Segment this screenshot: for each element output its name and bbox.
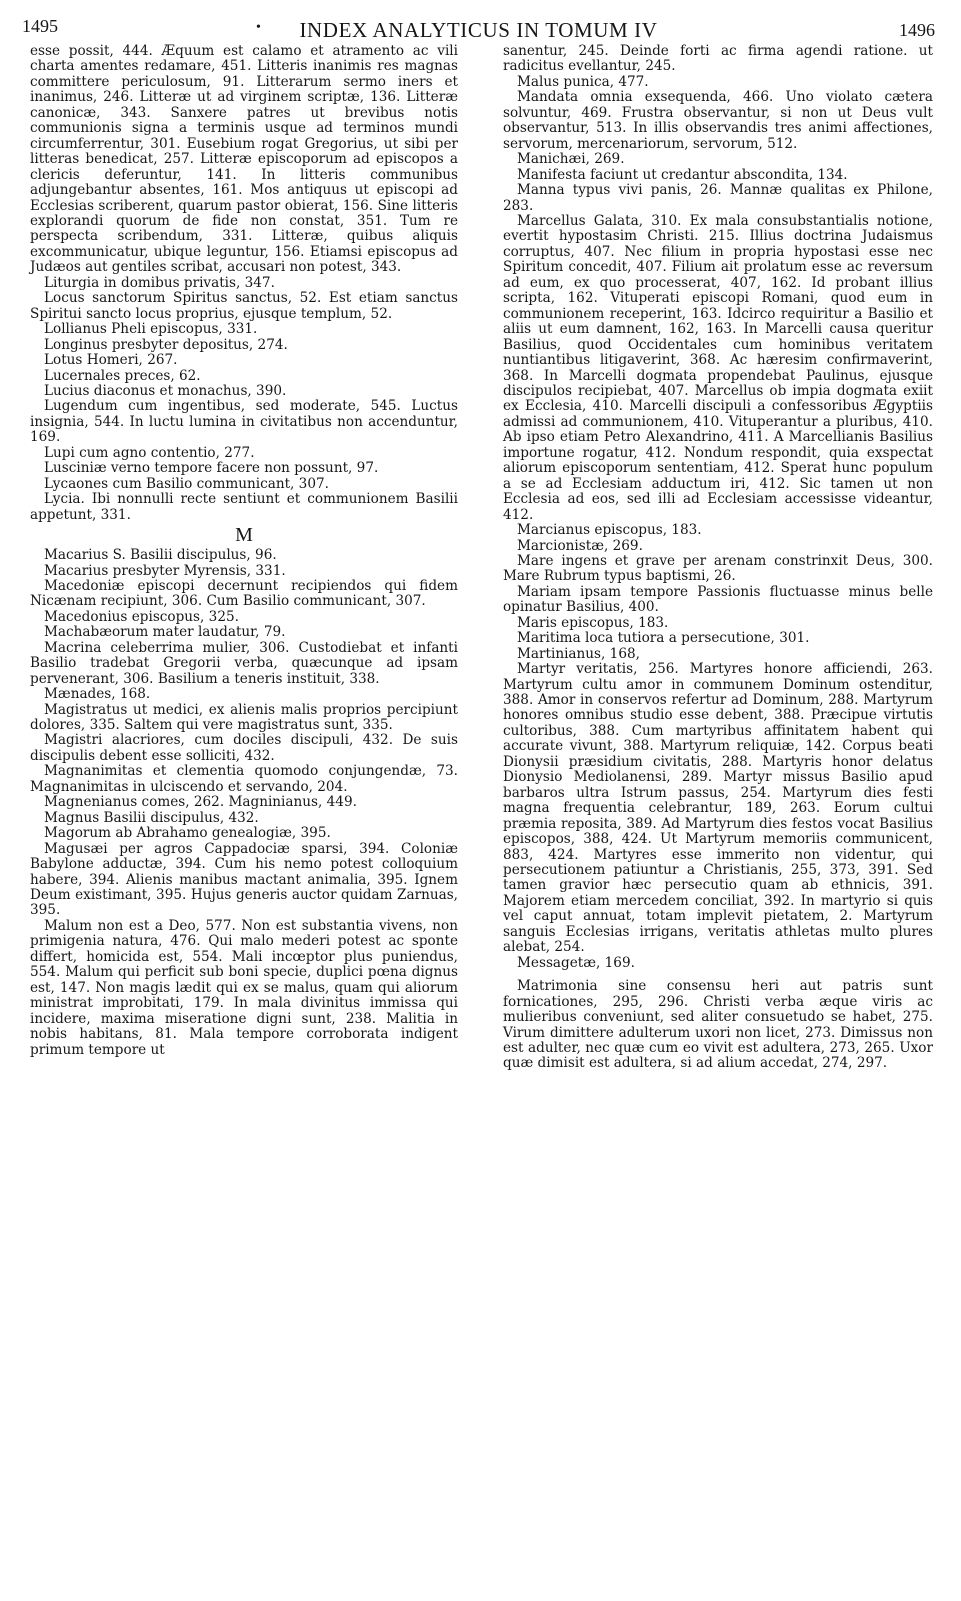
index-entry: Macedonius episcopus, 325. (44, 608, 239, 625)
index-entry: Malus punica, 477. (517, 73, 649, 90)
index-entry: Lucius diaconus et monachus, 390. (44, 382, 287, 399)
index-entry: Mandata omnia exsequenda, 466. Uno violato cætera solvuntur, 469. Frustra observantur, si non ut Deus vult observantur, 513. In illis observandis tres animi affectiones, servorum, mercenariorum, servorum, 512. (503, 89, 933, 152)
index-entry: Lycia. Ibi nonnulli recte sentiunt et communionem Basilii appetunt, 331. (30, 491, 458, 523)
index-entry: Maris episcopus, 183. (517, 614, 669, 631)
index-entry: Maritima loca tutiora a persecutione, 301. (517, 630, 810, 647)
index-entry: Lotus Homeri, 267. (44, 352, 178, 369)
index-entry: Macedoniæ episcopi decernunt recipiendos qui fidem Nicænam recipiunt, 306. Cum Basilio communicant, 307. (30, 577, 458, 610)
running-title: INDEX ANALYTICUS IN TOMUM IV (299, 18, 658, 42)
index-entry: Messagetæ, 169. (517, 954, 635, 971)
index-entry: Longinus presbyter depositus, 274. (44, 336, 288, 353)
index-entry: Magnanimitas et clementia quomodo conjungendæ, 73. Magnanimitas in ulciscendo et servando, 204. (30, 763, 458, 795)
index-entry: Macarius presbyter Myrensis, 331. (44, 562, 286, 579)
index-entry: Marcionistæ, 269. (517, 537, 643, 554)
index-entry: Lusciniæ verno tempore facere non possunt, 97. (44, 460, 379, 477)
index-entry: Locus sanctorum Spiritus sanctus, 52. Est etiam sanctus Spiritui sancto locus proprius, ejusque templum, 52. (30, 290, 458, 322)
index-entry: Machabæorum mater laudatur, 79. (44, 624, 286, 641)
page-header (22, 16, 935, 42)
index-entry: Macrina celeberrima mulier, 306. Custodiebat et infanti Basilio tradebat Gregorii verba, quæcunque ad ipsam pervenerant, 306. Basilium a teneris instituit, 338. (30, 639, 458, 687)
index-entry: Manichæi, 269. (517, 151, 625, 168)
index-entry: Malum non est a Deo, 577. Non est substantia vivens, non primigenia natura, 476. Qui malo mederi potest ac sponte differt, homicida est, 554. Mali incœptor plus puniendus, 554. Malum qui perficit sub boni specie, duplici pœna dignus est, 147. Non magis lædit qui ex se malus, quam qui aliorum ministrat improbitati, 179. In mala divinitus immissa qui incidere, maxima miseratione digni sunt, 238. Malitia in nobis habitans, 81. Mala tempore corroborata indigent primum tempore ut (30, 917, 458, 1058)
index-entry: Manifesta faciunt ut credantur abscondita, 134. (517, 166, 848, 183)
index-entry: Magorum ab Abrahamo genealogiæ, 395. (44, 825, 331, 842)
index-entry: Martyr veritatis, 256. Martyres honore afficiendi, 263. Martyrum cultu amor in communem Dominum ostenditur, 388. Amor in conservos refertur ad Dominum, 288. Martyrum honores omnibus studio esse debent, 388. Præcipue virtutis cultoribus, 388. Cum martyribus affinitatem habent qui accurate vivunt, 388. Martyrum reliquiæ, 142. Corpus beati Dionysii præsidium civitatis, 288. Martyris honor delatus Dionysio Mediolanensi, 289. Martyr missus Basilio apud barbaros ultra Istrum passus, 254. Martyrum dies festi magna frequentia celebrantur, 189, 263. Eorum cultui præmia reposita, 389. Ad Martyrum dies festos vocat Basilius episcopos, 388, 424. Ut Martyrum memoriis communicent, 883, 424. Martyres esse immerito non videntur, qui persecutionem patiuntur a Christianis, 255, 373, 391. Sed tamen gravior hæc persecutio quam ab ethnicis, 391. Majorem etiam mercedem conciliat, 392. In martyrio si quis vel caput annuat, totam implevit pietatem, 2. Martyrum sanguis Ecclesias irrigans, veritatis athletas multo plures alebat, 254. (503, 661, 933, 956)
index-entry: Martinianus, 168, (517, 645, 640, 662)
index-entry: Magusæi per agros Cappadociæ sparsi, 394. Coloniæ Babylone adductæ, 394. Cum his nemo potest colloquium habere, 394. Alienis manibus mactant animalia, 395. Ignem Deum existimant, 395. Hujus generis auctor quidam Zarnuas, 395. (30, 840, 458, 919)
index-entry: Mariam ipsam tempore Passionis fluctuasse minus belle opinatur Basilius, 400. (503, 583, 933, 616)
index-entry: Macarius S. Basilii discipulus, 96. (44, 547, 277, 564)
section-letter: M (235, 524, 253, 547)
index-entry: Magistratus ut medici, ex alienis malis proprios percipiunt dolores, 335. Saltem qui vere magistratus sunt, 335. (30, 701, 458, 734)
index-entry: Liturgia in domibus privatis, 347. (44, 274, 275, 291)
index-entry: Magnus Basilii discipulus, 432. (44, 809, 259, 826)
page-number-left: 1495 (22, 16, 58, 36)
index-entry: Magistri alacriores, cum dociles discipuli, 432. De suis discipulis debent esse solliciti, 432. (30, 732, 458, 764)
index-entry: Mare ingens et grave per arenam constrinxit Deus, 300. Mare Rubrum typus baptismi, 26. (503, 552, 933, 585)
index-entry: Lucernales preces, 62. (44, 367, 201, 384)
index-entry: Lupi cum agno contentio, 277. (44, 444, 255, 461)
index-entry: Lugendum cum ingentibus, sed moderate, 545. Luctus insignia, 544. In luctu lumina in civitatibus non accenduntur, 169. (30, 398, 458, 446)
index-entry: Marcianus episcopus, 183. (517, 522, 702, 539)
left-column (30, 44, 458, 1058)
page-number-right: 1496 (899, 20, 935, 40)
header-dot: • (256, 20, 261, 35)
index-entry: Lycaones cum Basilio communicant, 307. (44, 475, 329, 492)
index-entry: Lollianus Pheli episcopus, 331. (44, 321, 258, 338)
index-entry: Manna typus vivi panis, 26. Mannæ qualitas ex Philone, 283. (503, 182, 933, 214)
index-entry: Matrimonia sine consensu heri aut patris sunt fornicationes, 295, 296. Christi verba æque viris ac mulieribus conveniunt, sed aliter consuetudo se habet, 275. Virum dimittere adulterum uxori non licet, 273. Dimissus non est adulter, nec quæ cum eo vivit est adultera, 273, 265. Uxor quæ dimisit est adultera, si ad alium accedat, 274, 297. (503, 978, 933, 1072)
index-entry: Magnenianus comes, 262. Magninianus, 449. (44, 794, 357, 811)
index-entry: esse possit, 444. Æquum est calamo et atramento ac vili charta amentes redamare, 451. Litteris inanimis res magnas committere periculosum, 91. Litterarum sermo iners et inanimus, 246. Litteræ ut ad virginem scriptæ, 136. Litteræ canonicæ, 343. Sanxere patres ut brevibus notis communionis signa a terminis usque ad terminos mundi circumferrentur, 301. Eusebium rogat Gregorius, ut sibi per litteras benedicat, 257. Litteræ episcoporum ad episcopos a clericis deferuntur, 141. In litteris communibus adjungebantur absentes, 161. Mos antiquus ut episcopi ad Ecclesias scriberent, quarum pastor obierat, 156. Sine litteris explorandi quorum de fide non constat, 351. Tum re perspecta scribendum, 331. Litteræ, quibus aliquis excommunicatur, ubique leguntur, 156. Etiamsi episcopus ad Judæos aut gentiles scribat, accusari non potest, 343. (30, 43, 458, 276)
index-entry: Marcellus Galata, 310. Ex mala consubstantialis notione, evertit hypostasim Christi. 215. Illius doctrina Judaismus corruptus, 407. Nec filium in propria hypostasi esse nec Spiritum concedit, 407. Filium ait prolatum esse ac reversum ad eum, ex quo processerat, 407, 162. Id probant illius scripta, 162. Vituperati episcopi Romani, quod eum in communionem receperint, 163. Idcirco requiritur a Basilio et aliis ut eum damnent, 162, 163. In Marcelli causa queritur Basilius, quod Occidentales cum hominibus veritatem nuntiantibus litigaverint, 368. Ac hæresim confirmaverint, 368. In Marcelli dogmata propendebat Paulinus, ejusque discipulos recipiebat, 407. Marcellus ob impia dogmata exiit ex Ecclesia, 410. Marcelli discipuli a confessoribus Ægyptiis admissi ad communionem, 410. Vituperantur a pluribus, 410. Ab ipso etiam Petro Alexandrino, 411. A Marcellianis Basilius importune rogatur, 412. Nondum respondit, quia exspectat aliorum episcoporum sententiam, 412. Sperat hunc populum a se ad Ecclesiam adductum iri, 412. Sic tamen ut non Ecclesia ad eos, sed illi ad Ecclesiam accessisse videantur, 412. (503, 212, 933, 523)
index-entry: Mænades, 168. (44, 686, 151, 703)
right-column (503, 44, 933, 1072)
index-entry: sanentur, 245. Deinde forti ac firma agendi ratione. ut radicitus evellantur, 245. (503, 43, 933, 75)
